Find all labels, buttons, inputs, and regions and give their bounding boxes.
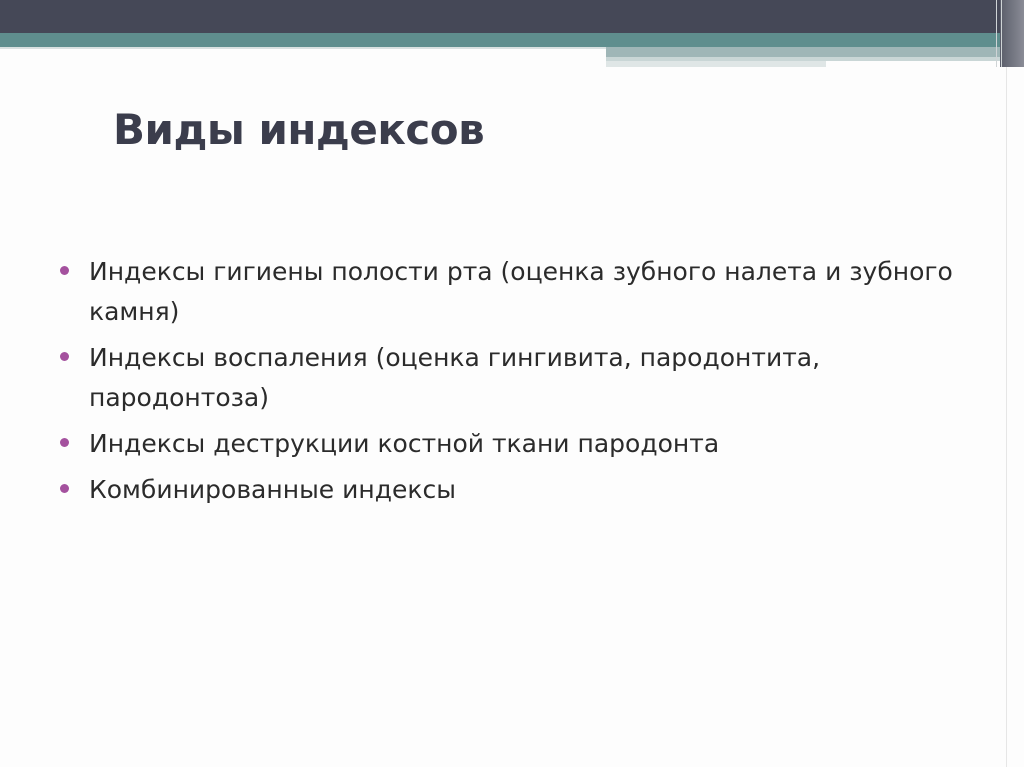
header-accent-strip — [606, 47, 1000, 57]
header-accent-strip-faint — [606, 61, 826, 67]
bullet-item — [60, 252, 960, 332]
bullet-item — [60, 470, 960, 510]
bullet-text: Индексы воспаления (оценка гингивита, пародонтита, пародонтоза) — [89, 343, 821, 412]
bullet-text: Комбинированные индексы — [89, 475, 456, 504]
bullet-item — [60, 338, 960, 418]
slide-right-border — [1006, 67, 1007, 767]
bullet-list — [60, 252, 960, 516]
bullet-dot-icon — [60, 438, 69, 447]
header-corner-shade — [1000, 0, 1024, 67]
header-corner-lines — [996, 0, 1002, 67]
header-teal-band — [0, 33, 1024, 47]
bullet-dot-icon — [60, 484, 69, 493]
bullet-item — [60, 424, 960, 464]
bullet-text: Индексы гигиены полости рта (оценка зубного налета и зубного камня) — [89, 257, 953, 326]
slide-title: Виды индексов — [113, 105, 485, 154]
header-dark-band — [0, 0, 1024, 33]
bullet-text: Индексы деструкции костной ткани пародонта — [89, 429, 720, 458]
bullet-dot-icon — [60, 352, 69, 361]
bullet-dot-icon — [60, 266, 69, 275]
header-thin-line — [0, 47, 606, 49]
